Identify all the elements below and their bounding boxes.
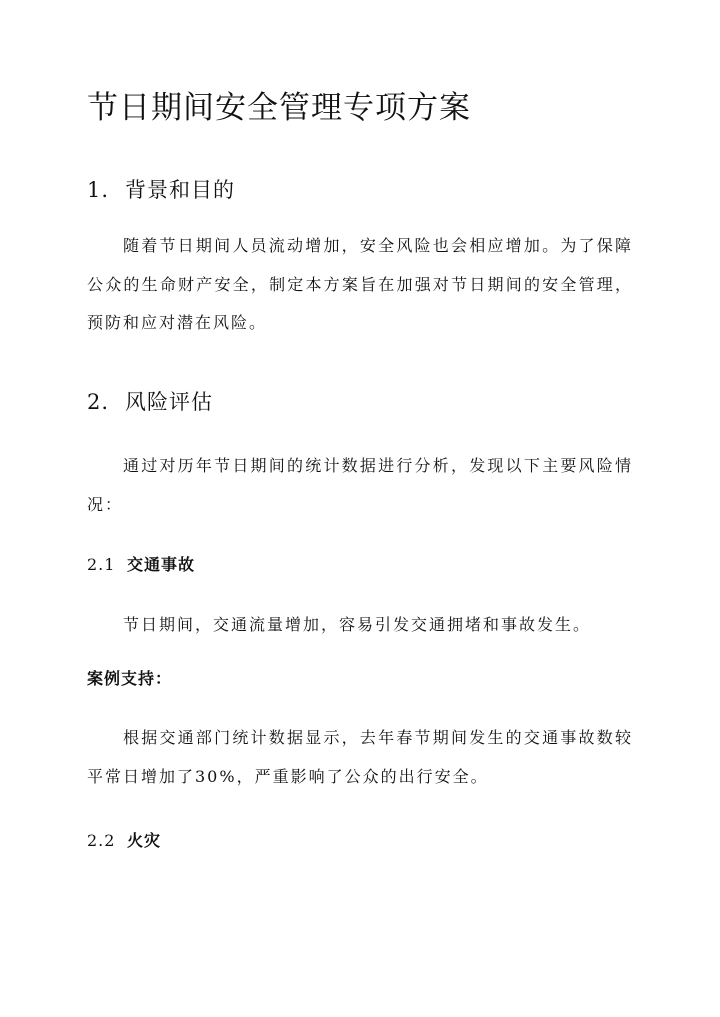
section-2-1-heading [87, 552, 195, 578]
section-2-title: 风险评估 [125, 390, 213, 414]
section-1-heading [87, 174, 235, 206]
document-title: 节日期间安全管理专项方案 [87, 90, 471, 126]
section-2-paragraph: 通过对历年节日期间的统计数据进行分析，发现以下主要风险情况： [87, 456, 633, 514]
section-1-paragraph: 随着节日期间人员流动增加，安全风险也会相应增加。为了保障公众的生命财产安全，制定本方案旨在加强对节日期间的安全管理，预防和应对潜在风险。 [87, 236, 633, 332]
section-2-1-number: 2.1 [87, 555, 116, 574]
section-2-number: 2. [87, 390, 110, 414]
section-2-1-paragraph: 节日期间，交通流量增加，容易引发交通拥堵和事故发生。 [123, 615, 592, 634]
section-2-2-number: 2.2 [87, 831, 116, 850]
section-2-1-title: 交通事故 [127, 555, 196, 574]
section-2-heading [87, 386, 213, 418]
section-2-2-title: 火灾 [127, 831, 162, 850]
section-1-title: 背景和目的 [125, 178, 235, 202]
section-1-number: 1. [87, 178, 110, 202]
case-support-paragraph: 根据交通部门统计数据显示，去年春节期间发生的交通事故数较平常日增加了30%，严重影响了公众的出行安全。 [87, 728, 633, 786]
section-2-2-heading [87, 828, 161, 854]
case-support-heading: 案例支持： [87, 669, 173, 688]
